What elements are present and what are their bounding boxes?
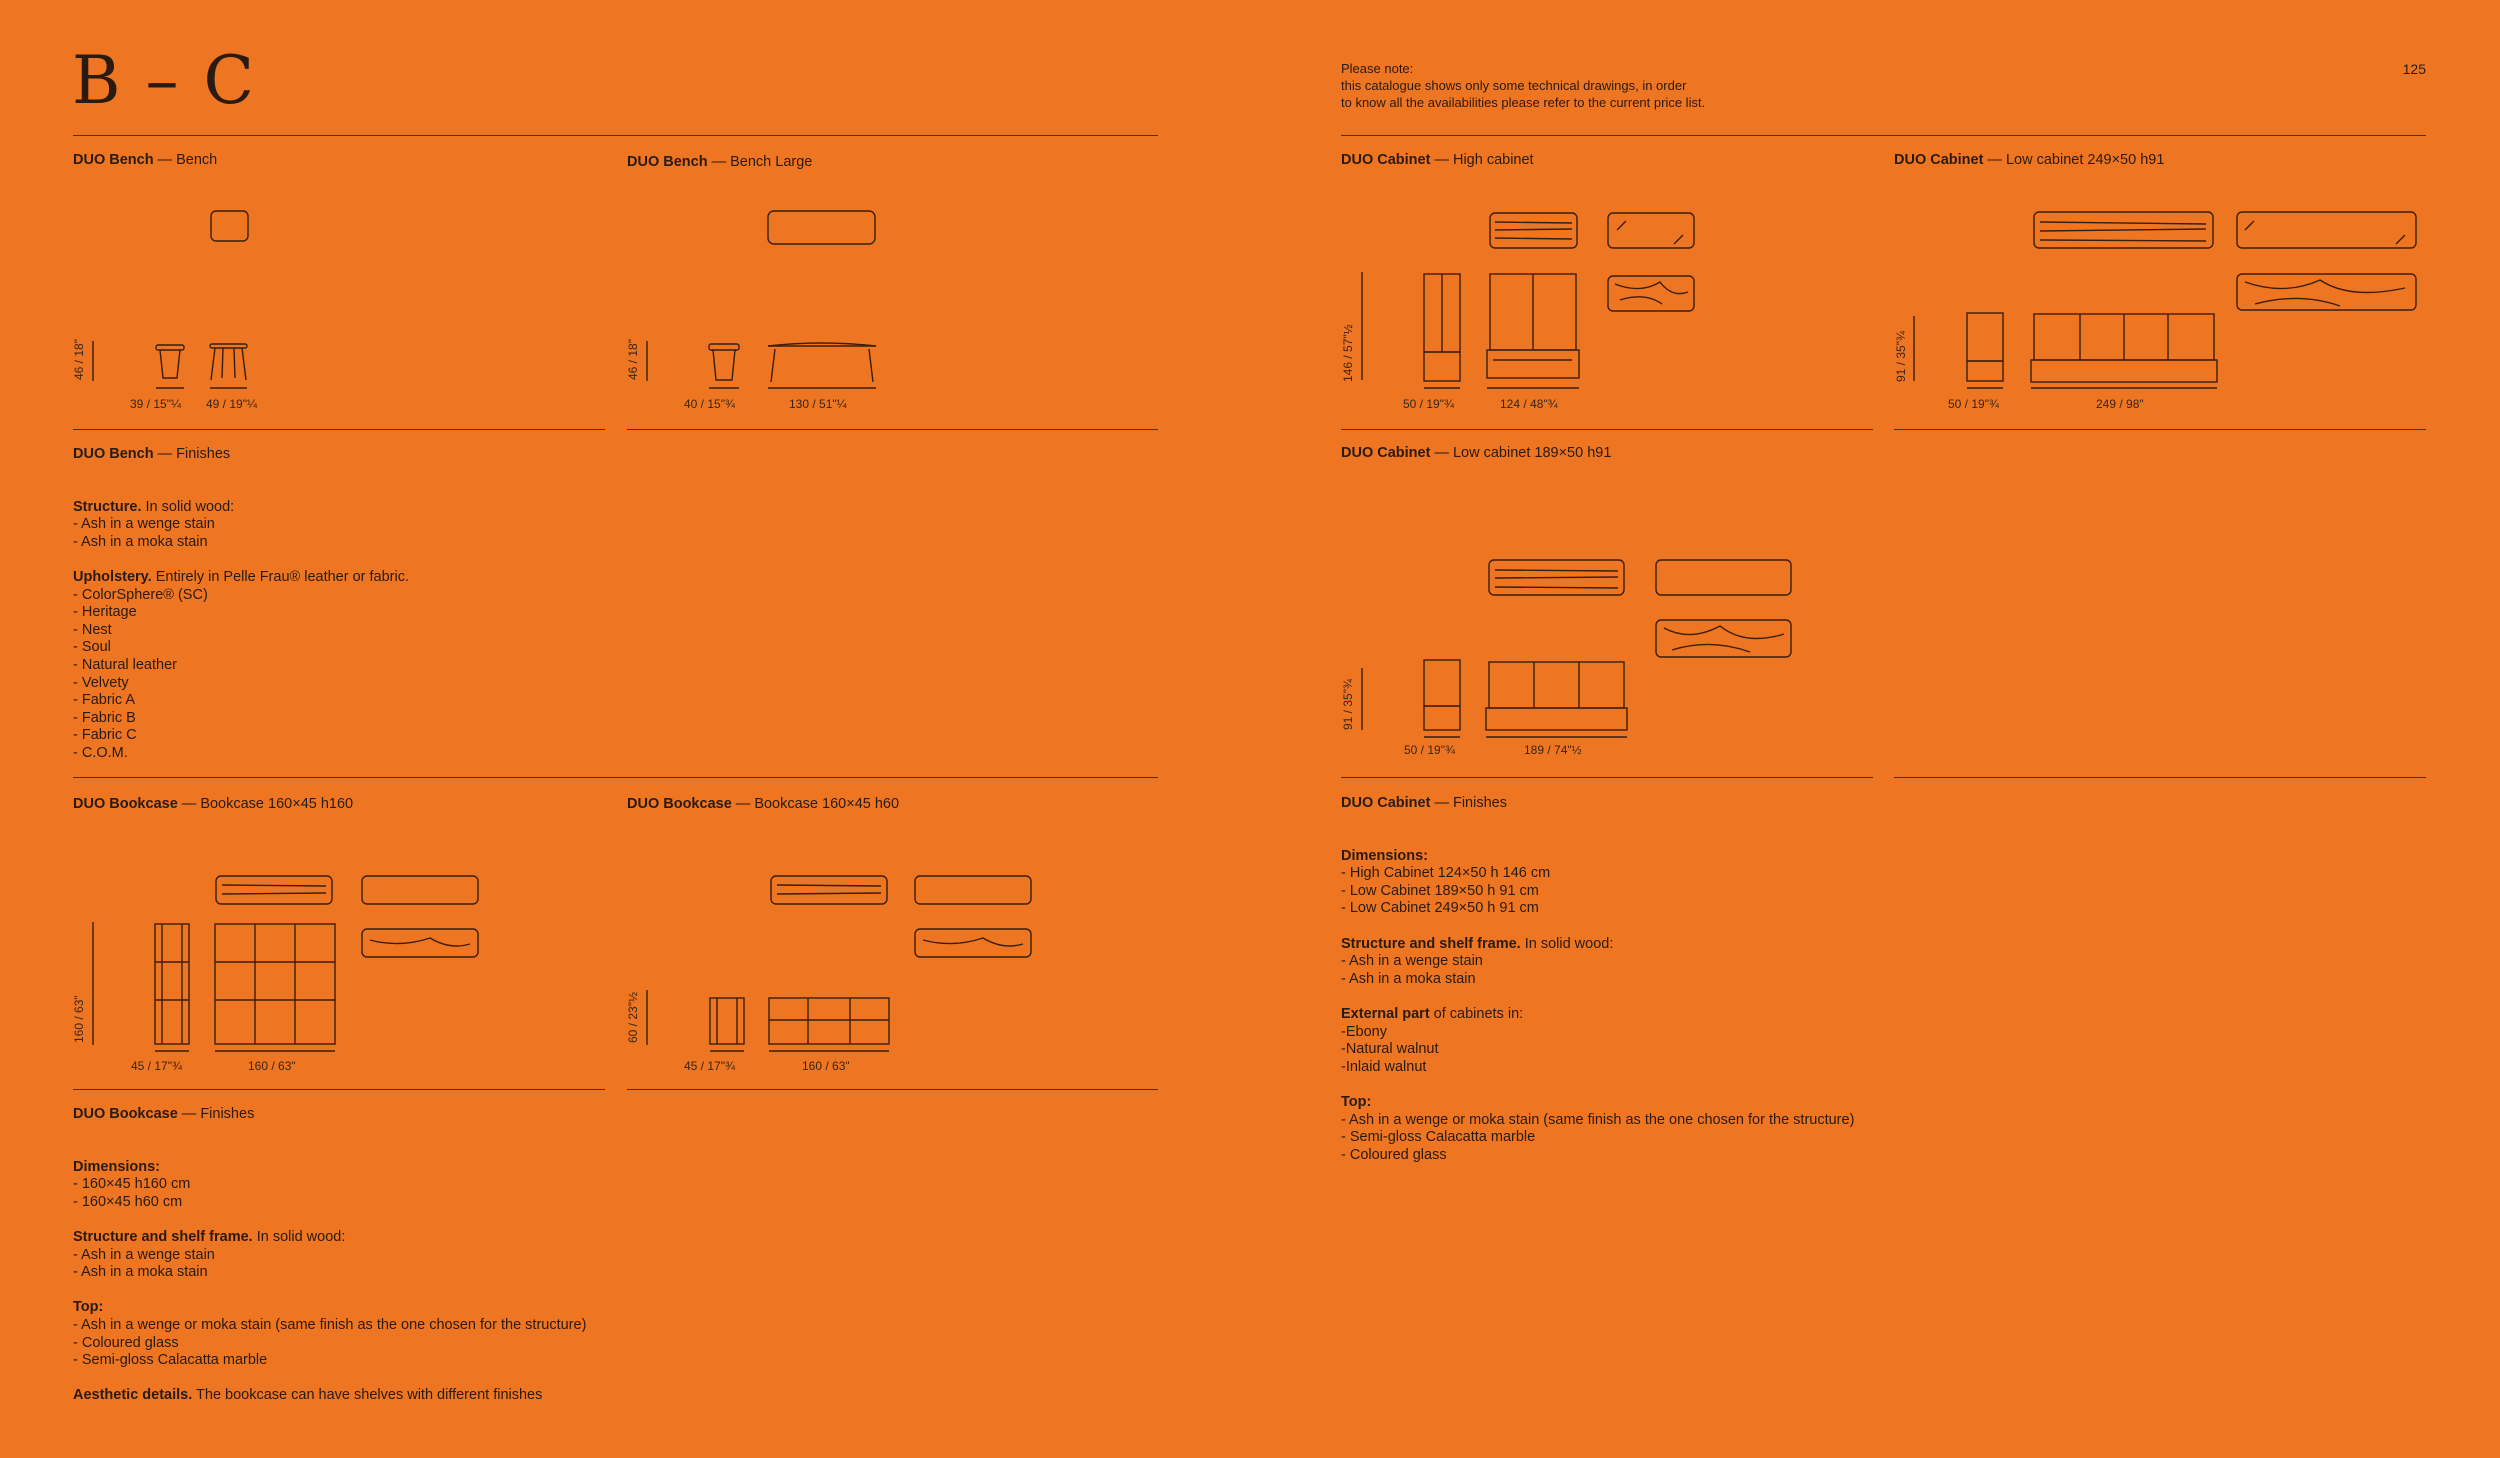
width-dimension: 49 / 19"¼ [206,397,257,411]
width-dimension: 189 / 74"½ [1524,743,1582,757]
height-dimension: 146 / 57"½ [1341,324,1355,382]
section-heading: DUO Bookcase — Finishes [73,1106,255,1122]
section-heading: DUO Cabinet — Low cabinet 189×50 h91 [1341,445,1612,461]
height-dimension: 46 / 18" [626,339,640,380]
width-dimension: 45 / 17"¾ [131,1059,182,1073]
divider [1341,429,1873,430]
width-dimension: 130 / 51"¼ [789,397,847,411]
width-dimension: 40 / 15"¾ [684,397,735,411]
width-dimension: 50 / 19"¾ [1948,397,1999,411]
divider [627,1089,1158,1090]
section-heading: DUO Bench — Bench Large [627,154,813,170]
width-dimension: 50 / 19"¾ [1403,397,1454,411]
section-heading: DUO Cabinet — High cabinet [1341,152,1534,168]
bench-finishes-text: Structure. In solid wood: - Ash in a wenge stain - Ash in a moka stain Upholstery. Entirely in Pelle Frau® leather or fabric. - ColorSphere® (SC) - Heritage - Nest - Soul - Natural leather - Velvety - Fabric A - Fabric B - Fabric C - C.O.M. [73,498,409,761]
width-dimension: 50 / 19"¾ [1404,743,1455,757]
section-heading: DUO Bookcase — Bookcase 160×45 h60 [627,796,900,812]
cabinet-finishes-text: Dimensions: - High Cabinet 124×50 h 146 cm - Low Cabinet 189×50 h 91 cm - Low Cabinet 249×50 h 91 cm Structure and shelf frame. In solid wood: - Ash in a wenge stain - Ash in a moka stain External part of cabinets in: -Ebony -Natural walnut -Inlaid walnut Top: - Ash in a wenge or moka stain (same finish as the one chosen for the structure) - Semi-gloss Calacatta marble - Coloured glass [1341,847,1855,1163]
divider [627,429,1158,430]
catalogue-note: Please note: this catalogue shows only some technical drawings, in order to know all the availabilities please refer to the current price list. [1341,61,1706,110]
page-title: B – C [72,42,256,119]
section-heading: DUO Bench — Bench [73,152,218,168]
width-dimension: 160 / 63" [802,1059,850,1073]
top-rule-left [73,135,1158,136]
height-dimension: 91 / 35"¾ [1894,331,1908,382]
height-dimension: 160 / 63" [72,995,86,1043]
section-heading: DUO Cabinet — Low cabinet 249×50 h91 [1894,152,2165,168]
height-dimension: 46 / 18" [72,339,86,380]
width-dimension: 39 / 15"¼ [130,397,181,411]
section-heading: DUO Bench — Finishes [73,446,231,462]
divider [1894,429,2426,430]
divider [1894,777,2426,778]
bookcase-finishes-text: Dimensions: - 160×45 h160 cm - 160×45 h60 cm Structure and shelf frame. In solid wood: - Ash in a wenge stain - Ash in a moka stain Top: - Ash in a wenge or moka stain (same finish as the one chosen for the structure) - Coloured glass - Semi-gloss Calacatta marble Aesthetic details. The bookcase can have shelves with different finishes [73,1158,587,1404]
section-heading: DUO Bookcase — Bookcase 160×45 h160 [73,796,354,812]
height-dimension: 91 / 35"¾ [1341,679,1355,730]
divider [1341,777,1873,778]
bookcase-h60-drawing [0,0,10,10]
height-dimension: 60 / 23"½ [626,992,640,1043]
divider [73,429,605,430]
width-dimension: 124 / 48"¾ [1500,397,1558,411]
page-number: 125 [2402,61,2426,77]
divider [73,1089,605,1090]
section-heading: DUO Cabinet — Finishes [1341,795,1507,811]
width-dimension: 160 / 63" [248,1059,296,1073]
width-dimension: 249 / 98" [2096,397,2144,411]
width-dimension: 45 / 17"¾ [684,1059,735,1073]
top-rule-right [1341,135,2426,136]
